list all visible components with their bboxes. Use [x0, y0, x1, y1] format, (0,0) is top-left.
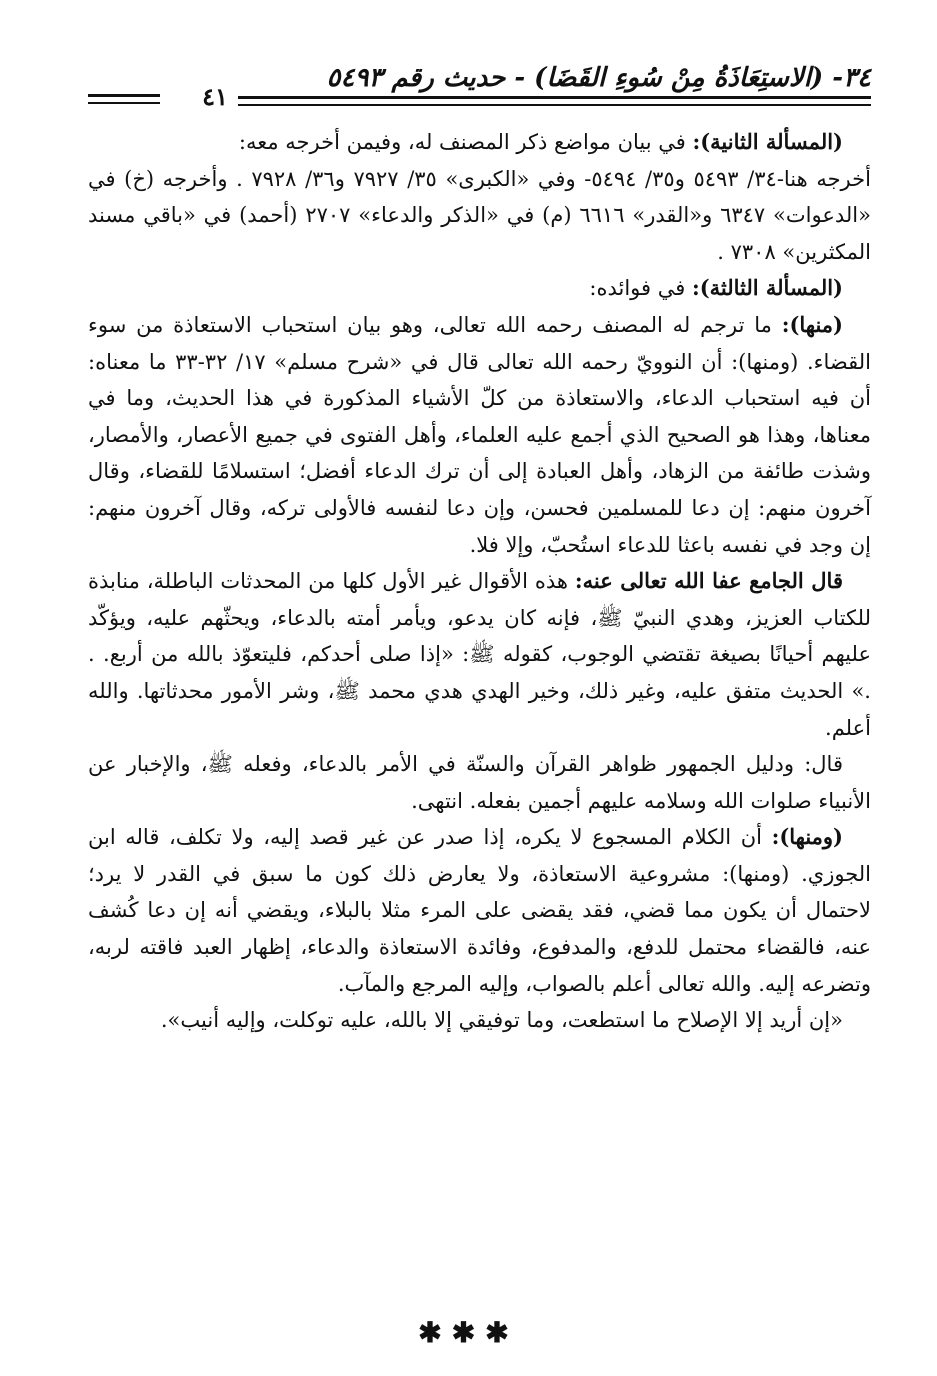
paragraph-heading: (ومنها):	[771, 824, 843, 850]
paragraph-benefits-one	[88, 307, 871, 563]
paragraph-majority-evidence	[88, 746, 871, 819]
paragraph-text: ما ترجم له المصنف رحمه الله تعالى، وهو بيان استحباب الاستعاذة من سوء القضاء. (ومنها): أن النوويّ رحمه الله تعالى قال في «شرح مسلم» ١٧/ ٣٢-٣٣ ما معناه: أن فيه استحباب الدعاء، والاستعاذة من كلّ الأشياء المذكورة في هذا الحديث، وما في معناها، وهذا هو الصحيح الذي أجمع عليه العلماء، وأهل الفتوى في جميع الأعصار، والأمصار، وشذت طائفة من الزهاد، وأهل العبادة إلى أن ترك الدعاء أفضل؛ استسلامًا للقضاء، وقال آخرون منهم: إن دعا للمسلمين فحسن، وإن دعا لنفسه فالأولى تركه، وقال آخرون منهم: إن وجد في نفسه باعثا للدعاء استُحبّ، وإلا فلا.	[88, 312, 871, 557]
paragraph-text: في بيان مواضع ذكر المصنف له، وفيمن أخرجه معه:	[238, 130, 693, 154]
header-rule-left	[88, 94, 160, 97]
header-rule-right-lower	[238, 104, 871, 106]
paragraph-heading: قال الجامع عفا الله تعالى عنه:	[574, 568, 843, 594]
paragraph-text: في فوائده:	[589, 276, 692, 301]
paragraph-sources	[88, 161, 871, 271]
paragraph-text: «إن أريد إلا الإصلاح ما استطعت، وما توفيقي إلا بالله، عليه توكلت، وإليه أنيب».	[160, 1008, 843, 1033]
paragraph-issue-two	[88, 124, 871, 161]
paragraph-benefits-two	[88, 819, 871, 1002]
body-text	[88, 124, 871, 1039]
page-header	[88, 60, 871, 112]
paragraph-closing-quote	[88, 1002, 871, 1039]
section-ornament: ✱✱✱	[418, 1316, 519, 1349]
paragraph-text: أن الكلام المسجوع لا يكره، إذا صدر عن غير قصد إليه، ولا تكلف، قاله ابن الجوزي. (ومنها): مشروعية الاستعاذة، ولا يعارض ذلك كون ما سبق في القدر لا يرد؛ لاحتمال أن يكون مما قضي، فقد يقضى على المرء مثلا بالبلاء، ويقضي أنه إن دعا كُشف عنه، فالقضاء محتمل للدفع، والمدفوع، وفائدة الاستعاذة والدعاء، إظهار العبد فاقته لربه، وتضرعه إليه. والله تعالى أعلم بالصواب، وإليه المرجع والمآب.	[88, 825, 871, 996]
paragraph-heading: (المسألة الثانية):	[692, 129, 843, 154]
header-rule-right	[238, 96, 871, 99]
header-rule-left-lower	[88, 102, 160, 104]
paragraph-issue-three	[88, 270, 871, 307]
page-number: ٤١	[202, 82, 228, 111]
paragraph-heading: (المسألة الثالثة):	[691, 275, 843, 301]
paragraph-text: قال: ودليل الجمهور ظواهر القرآن والسنّة في الأمر بالدعاء، وفعله ﷺ، والإخبار عن الأنبياء صلوات الله وسلامه عليهم أجمين بفعله. انتهى.	[88, 752, 871, 813]
paragraph-compiler-note	[88, 563, 871, 746]
paragraph-text: هذه الأقوال غير الأول كلها من المحدثات الباطلة، منابذة للكتاب العزيز، وهدي النبيّ ﷺ، فإنه كان يدعو، ويأمر أمته بالدعاء، ويحثّهم عليه، ويؤكّد عليهم أحيانًا بصيغة تقتضي الوجوب، كقوله ﷺ: «إذا صلى أحدكم، فليتعوّذ بالله من أربع. . .» الحديث متفق عليه، وغير ذلك، وخير الهدي هدي محمد ﷺ، وشر الأمور محدثاتها. والله أعلم.	[88, 569, 871, 740]
paragraph-text: أخرجه هنا-٣٤/ ٥٤٩٣ و٣٥/ ٥٤٩٤- وفي «الكبرى» ٣٥/ ٧٩٢٧ و٣٦/ ٧٩٢٨ . وأخرجه (خ) في «الدعوات» ٦٣٤٧ و«القدر» ٦٦١٦ (م) في «الذكر والدعاء» ٢٧٠٧ (أحمد) في «باقي مسند المكثرين» ٧٣٠٨ .	[88, 166, 871, 264]
paragraph-heading: (منها):	[781, 311, 843, 337]
running-title: ٣٤- (الاستِعَاذَةُ مِنْ سُوءِ القَضَا) - حديث رقم ٥٤٩٣	[326, 63, 871, 93]
